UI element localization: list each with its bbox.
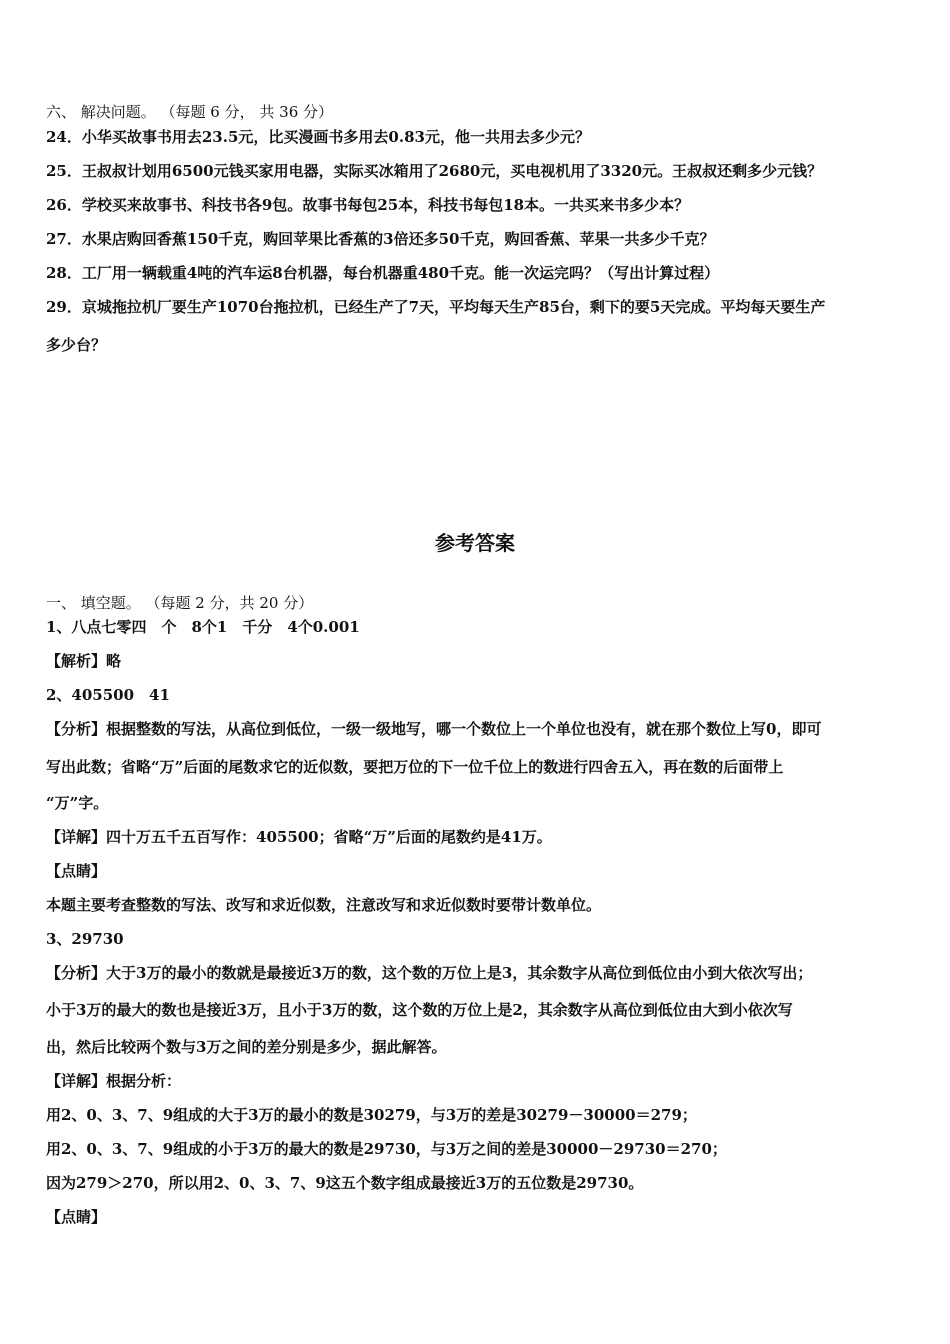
answer-3-analysis-line3: 出，然后比较两个数与3万之间的差分别是多少，据此解答。 xyxy=(46,1038,447,1056)
answer-2: 2、405500 41 xyxy=(46,686,170,704)
answer-3-detail-line3: 因为279＞270，所以用2、0、3、7、9这五个数字组成最接近3万的五位数是29730。 xyxy=(46,1174,644,1192)
answer-2-analysis-line3: “万”字。 xyxy=(46,794,109,812)
answer-3-detail-label: 【详解】根据分析： xyxy=(46,1072,182,1090)
answers-title: 参考答案 xyxy=(435,531,515,555)
question-29-line2: 多少台？ xyxy=(46,336,107,354)
answer-3: 3、29730 xyxy=(46,930,124,948)
answer-3-analysis-line1: 【分析】大于3万的最小的数就是最接近3万的数，这个数的万位上是3，其余数字从高位到低位由小到大依次写出； xyxy=(46,964,813,982)
answer-3-analysis-line2: 小于3万的最大的数也是接近3万，且小于3万的数，这个数的万位上是2，其余数字从高位到低位由大到小依次写 xyxy=(46,1001,793,1019)
question-29-line1: 29．京城拖拉机厂要生产1070台拖拉机，已经生产了7天，平均每天生产85台，剩下的要5天完成。平均每天要生产 xyxy=(46,298,826,316)
section6-heading: 六、 解决问题。 （每题 6 分， 共 36 分） xyxy=(46,103,334,121)
question-24: 24．小华买故事书用去23.5元，比买漫画书多用去0.83元，他一共用去多少元？ xyxy=(46,128,590,146)
answer-2-analysis-line2: 写出此数；省略“万”后面的尾数求它的近似数，要把万位的下一位千位上的数进行四舍五入，再在数的后面带上 xyxy=(46,758,784,776)
answer-3-detail-line2: 用2、0、3、7、9组成的小于3万的最大的数是29730，与3万之间的差是30000－29730＝270； xyxy=(46,1140,727,1158)
question-26: 26．学校买来故事书、科技书各9包。故事书每包25本，科技书每包18本。一共买来书多少本？ xyxy=(46,196,690,214)
answers-section1-heading: 一、 填空题。 （每题 2 分，共 20 分） xyxy=(46,594,314,612)
answer-1: 1、八点七零四 个 8个1 千分 4个0.001 xyxy=(46,618,360,636)
answer-2-tip: 本题主要考查整数的写法、改写和求近似数，注意改写和求近似数时要带计数单位。 xyxy=(46,896,602,914)
answer-1-analysis: 【解析】略 xyxy=(46,652,122,670)
answer-3-tip-label: 【点睛】 xyxy=(46,1208,107,1226)
answer-3-detail-line1: 用2、0、3、7、9组成的大于3万的最小的数是30279，与3万的差是30279－30000＝279； xyxy=(46,1106,697,1124)
answer-2-detail: 【详解】四十万五千五百写作：405500；省略“万”后面的尾数约是41万。 xyxy=(46,828,552,846)
question-28: 28．工厂用一辆载重4吨的汽车运8台机器，每台机器重480千克。能一次运完吗？（写出计算过程） xyxy=(46,264,720,282)
answer-2-tip-label: 【点睛】 xyxy=(46,862,107,880)
question-27: 27．水果店购回香蕉150千克，购回苹果比香蕉的3倍还多50千克，购回香蕉、苹果一共多少千克？ xyxy=(46,230,715,248)
question-25: 25．王叔叔计划用6500元钱买家用电器，实际买冰箱用了2680元，买电视机用了3320元。王叔叔还剩多少元钱？ xyxy=(46,162,823,180)
answer-2-analysis-line1: 【分析】根据整数的写法，从高位到低位，一级一级地写，哪一个数位上一个单位也没有，就在那个数位上写0，即可 xyxy=(46,720,822,738)
